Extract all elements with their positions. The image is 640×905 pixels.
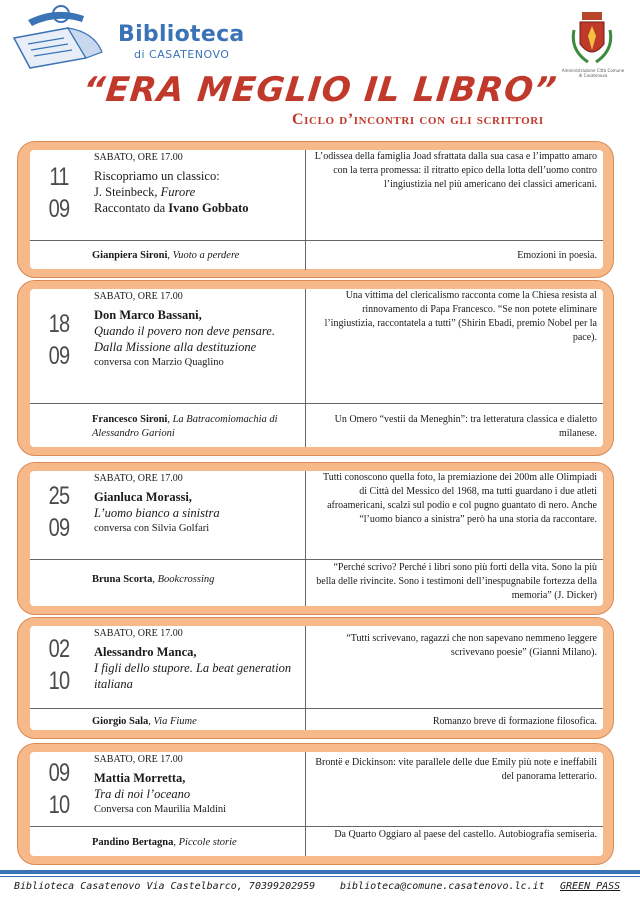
guest-description: Romanzo breve di formazione filosofica. xyxy=(432,716,597,727)
row-divider xyxy=(30,403,603,404)
event-time: SABATO, ORE 17.00 xyxy=(94,152,183,163)
event-day: 11 xyxy=(49,163,69,191)
event-description: L’odissea della famiglia Joad sfrattata dalla sua casa e l’impatto amaro con la terra promessa: il ritratto epico della lotta dell’uomo contro l’ingiustizia nel più americano dei classici americani. xyxy=(314,151,597,190)
event-description: Brontë e Dickinson: vite parallele delle due Emily più note e ineffabili del panorama letterario. xyxy=(315,757,597,782)
event-month: 10 xyxy=(48,667,70,695)
guest-info: Gianpiera Sironi, Vuoto a perdere xyxy=(92,250,240,261)
event-line: J. Steinbeck, Furore xyxy=(94,185,196,199)
event-date xyxy=(41,483,78,541)
event-card-body xyxy=(30,752,603,856)
event-conversation: conversa con Silvia Golfari xyxy=(94,523,210,534)
event-month: 09 xyxy=(48,514,70,542)
footer-rule-thin xyxy=(0,876,640,877)
event-book: Quando il povero non deve pensare. Dalla Missione alla destituzione xyxy=(94,324,275,354)
guest-info: Francesco Sironi, La Batracomiomachia di Alessandro Garioni xyxy=(92,414,278,439)
row-divider xyxy=(30,708,603,709)
guest-info: Giorgio Sala, Via Fiume xyxy=(92,716,197,727)
event-description: Una vittima del clericalismo racconta come la Chiesa resista al rinnovamento di Papa Francesco. “Se non potete eliminare l’ingiustizia, raccontatela a tutti” (Shirin Ebadi, premio Nobel per la pace). xyxy=(324,290,597,343)
event-time: SABATO, ORE 17.00 xyxy=(94,291,183,302)
library-logo-icon xyxy=(6,2,116,72)
event-month: 09 xyxy=(48,195,70,223)
guest-description: Un Omero “vestii da Meneghin”: tra letteratura classica e dialetto milanese. xyxy=(334,414,597,439)
event-month: 09 xyxy=(48,342,70,370)
event-card-body xyxy=(30,289,603,447)
footer-email[interactable]: biblioteca@comune.casatenovo.lc.it xyxy=(340,881,545,892)
guest-description: “Perché scrivo? Perché i libri sono più forti della vita. Sono la più bella delle rivincite. Sono i testimoni dell’inespugnabile fortezza della memoria” (J. Dicker) xyxy=(316,562,597,601)
event-conversation: Conversa con Maurilia Maldini xyxy=(94,804,227,815)
column-divider xyxy=(305,150,306,270)
event-date xyxy=(41,164,78,222)
event-day: 09 xyxy=(48,759,70,787)
footer-green-pass: GREEN PASS xyxy=(560,881,621,892)
event-date xyxy=(41,311,78,369)
event-card-body xyxy=(30,626,603,730)
event-info xyxy=(94,770,299,818)
guest-info: Bruna Scorta, Bookcrossing xyxy=(92,574,215,585)
library-subtitle: di CASATENOVO xyxy=(134,48,230,61)
column-divider xyxy=(305,626,306,730)
event-card-body xyxy=(30,150,603,269)
event-day: 02 xyxy=(48,635,70,663)
event-author: Alessandro Manca, xyxy=(94,645,197,659)
event-book: L’uomo bianco a sinistra xyxy=(94,506,220,520)
event-time: SABATO, ORE 17.00 xyxy=(94,473,183,484)
guest-info: Pandino Bertagna, Piccole storie xyxy=(92,837,237,848)
event-card xyxy=(17,280,614,456)
event-line: Raccontato da Ivano Gobbato xyxy=(94,201,249,215)
event-card xyxy=(17,141,614,278)
municipal-crest-icon xyxy=(570,10,614,68)
row-divider xyxy=(30,826,603,827)
event-line: Riscopriamo un classico: xyxy=(94,169,220,183)
event-card xyxy=(17,617,614,739)
page-subtitle: Ciclo d’incontri con gli scrittori xyxy=(292,111,544,128)
event-book: Tra di noi l’oceano xyxy=(94,787,191,801)
event-day: 25 xyxy=(48,482,70,510)
row-divider xyxy=(30,240,603,241)
event-info xyxy=(94,644,299,692)
event-info xyxy=(94,307,299,371)
event-book: I figli dello stupore. La beat generation italiana xyxy=(94,661,292,691)
event-info xyxy=(94,489,299,537)
event-date xyxy=(41,636,78,694)
column-divider xyxy=(305,289,306,447)
event-date xyxy=(41,760,78,818)
library-name: Biblioteca xyxy=(118,22,245,47)
event-card xyxy=(17,462,614,615)
event-author: Gianluca Morassi, xyxy=(94,490,192,504)
event-time: SABATO, ORE 17.00 xyxy=(94,754,183,765)
footer-rule xyxy=(0,870,640,874)
event-month: 10 xyxy=(48,791,70,819)
guest-description: Da Quarto Oggiaro al paese del castello. Autobiografia semiseria. xyxy=(334,829,597,840)
page-title: “ERA MEGLIO IL LIBRO” xyxy=(80,70,560,110)
event-time: SABATO, ORE 17.00 xyxy=(94,628,183,639)
event-conversation: conversa con Marzio Quaglino xyxy=(94,357,224,368)
column-divider xyxy=(305,752,306,856)
row-divider xyxy=(30,559,603,560)
event-author: Mattia Morretta, xyxy=(94,771,186,785)
column-divider xyxy=(305,471,306,606)
event-description: Tutti conoscono quella foto, la premiazione dei 200m alle Olimpiadi di Città del Messico del 1968, ma tutti guardano i due atleti afroamericani, scalzi sul podio e col pugno guantato di nero. Anche “l’uomo bianco a sinistra” però ha una storia da raccontare. xyxy=(322,472,597,525)
footer-address: Biblioteca Casatenovo Via Castelbarco, 7 xyxy=(14,881,255,892)
event-card-body xyxy=(30,471,603,606)
event-description: “Tutti scrivevano, ragazzi che non sapevano nemmeno leggere scrivevano poesie” (Gianni Milano). xyxy=(346,633,597,658)
guest-description: Emozioni in poesia. xyxy=(517,250,597,261)
crest-caption: Amministrazione Città Comune di Casatenovo xyxy=(561,68,625,78)
event-info xyxy=(94,168,299,216)
event-day: 18 xyxy=(48,310,70,338)
event-author: Don Marco Bassani, xyxy=(94,308,202,322)
event-card xyxy=(17,743,614,865)
footer-phone: 0399202959 xyxy=(255,881,316,892)
